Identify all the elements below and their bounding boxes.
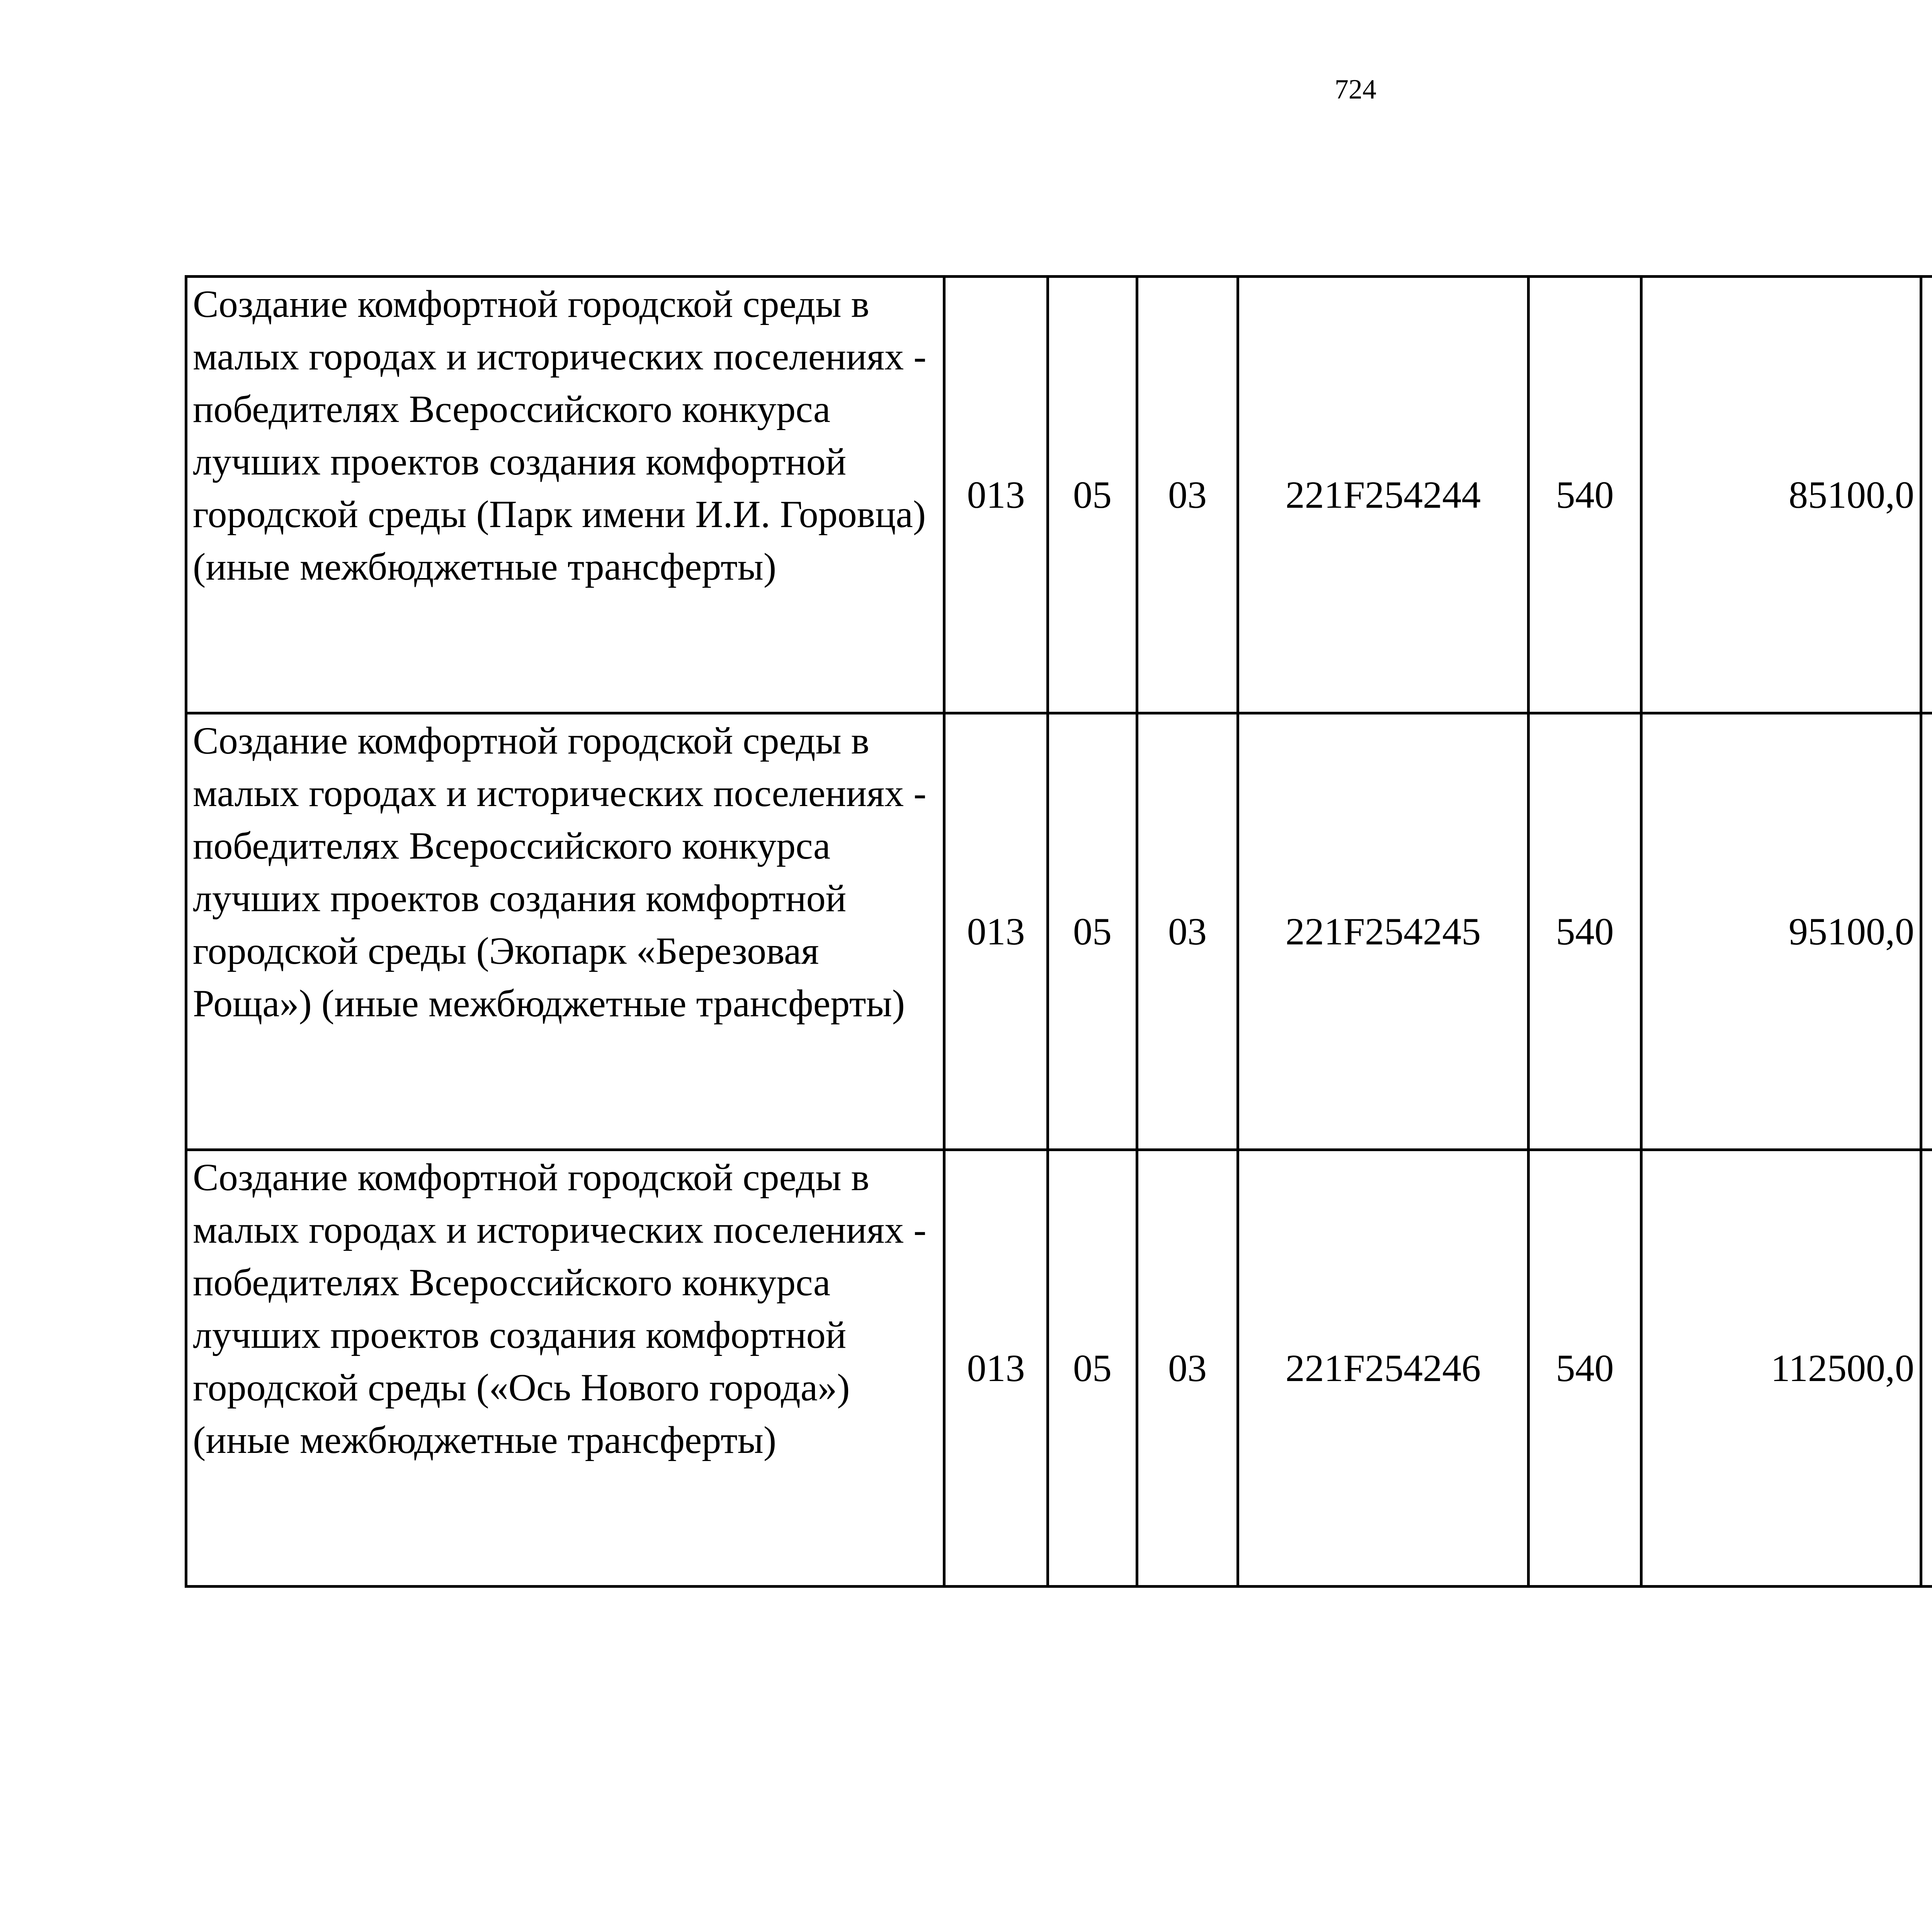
ministry-code: 013	[944, 277, 1048, 713]
empty-cell	[1921, 277, 1932, 713]
expense-type-code: 540	[1529, 1150, 1641, 1587]
expense-type-code: 540	[1529, 277, 1641, 713]
row-description: Создание комфортной городской среды в малых городах и исторических поселениях - победителях Всероссийского конкурса лучших проектов создания комфортной городской среды (Парк имени И.И. Горовца) (иные межбюджетные трансферты)	[186, 277, 944, 713]
empty-cell	[1921, 713, 1932, 1150]
subsection-code: 03	[1137, 277, 1238, 713]
ministry-code: 013	[944, 1150, 1048, 1587]
table-row	[186, 713, 1932, 1150]
target-article-code: 221F254245	[1238, 713, 1529, 1150]
table-row	[186, 277, 1932, 713]
expense-type-code: 540	[1529, 713, 1641, 1150]
row-description: Создание комфортной городской среды в малых городах и исторических поселениях - победителях Всероссийского конкурса лучших проектов создания комфортной городской среды («Ось Нового города») (иные межбюджетные трансферты)	[186, 1150, 944, 1587]
subsection-code: 03	[1137, 1150, 1238, 1587]
row-description: Создание комфортной городской среды в малых городах и исторических поселениях - победителях Всероссийского конкурса лучших проектов создания комфортной городской среды (Экопарк «Березовая Роща») (иные межбюджетные трансферты)	[186, 713, 944, 1150]
subsection-code: 03	[1137, 713, 1238, 1150]
section-code: 05	[1048, 277, 1137, 713]
section-code: 05	[1048, 1150, 1137, 1587]
target-article-code: 221F254246	[1238, 1150, 1529, 1587]
section-code: 05	[1048, 713, 1137, 1150]
target-article-code: 221F254244	[1238, 277, 1529, 713]
page-number: 724	[1335, 74, 1376, 105]
table-row	[186, 1150, 1932, 1587]
empty-cell	[1921, 1150, 1932, 1587]
amount-cell: 112500,0	[1641, 1150, 1921, 1587]
amount-cell: 95100,0	[1641, 713, 1921, 1150]
ministry-code: 013	[944, 713, 1048, 1150]
budget-table	[185, 275, 1932, 1588]
amount-cell: 85100,0	[1641, 277, 1921, 713]
